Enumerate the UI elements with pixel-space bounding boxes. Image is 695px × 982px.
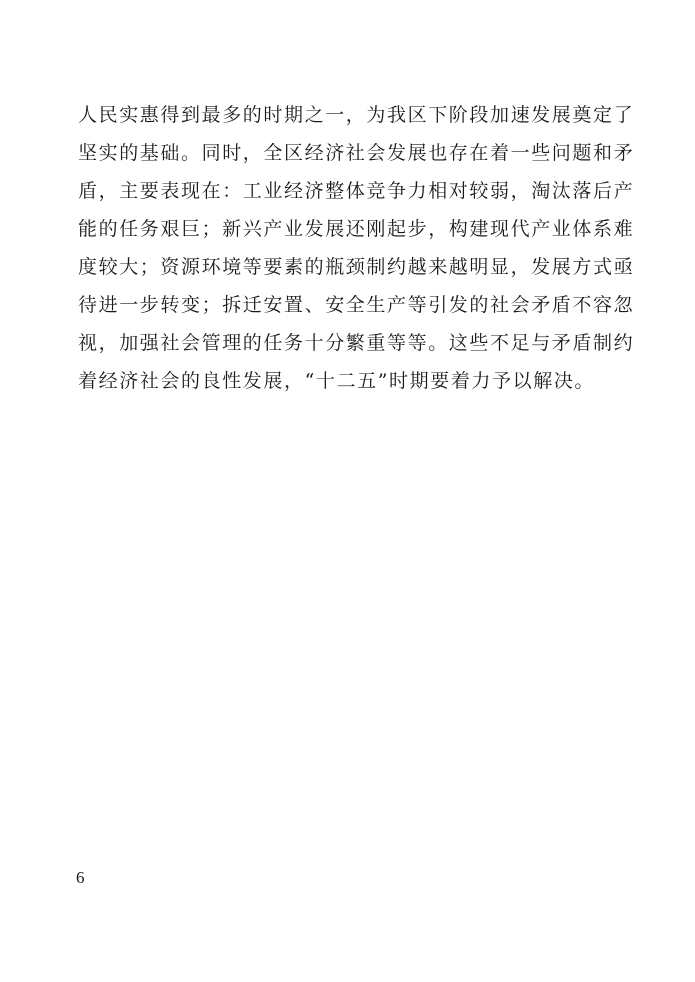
page-number: 6 — [76, 868, 85, 887]
body-paragraph — [78, 96, 635, 400]
text-line-5: 度较大；资源环境等要素的瓶颈制约越来越明显，发展方式亟 — [78, 256, 635, 278]
text-line-3: 盾，主要表现在：工业经济整体竞争力相对较弱，淘汰落后产 — [78, 180, 635, 202]
text-line-8: 着经济社会的良性发展，“十二五”时期要着力予以解决。 — [78, 370, 596, 392]
text-line-4: 能的任务艰巨；新兴产业发展还刚起步，构建现代产业体系难 — [78, 218, 635, 240]
text-line-1: 人民实惠得到最多的时期之一，为我区下阶段加速发展奠定了 — [78, 104, 635, 126]
text-line-7: 视，加强社会管理的任务十分繁重等等。这些不足与矛盾制约 — [78, 332, 635, 354]
text-line-6: 待进一步转变；拆迁安置、安全生产等引发的社会矛盾不容忽 — [78, 294, 635, 316]
text-line-2: 坚实的基础。同时，全区经济社会发展也存在着一些问题和矛 — [78, 142, 635, 164]
